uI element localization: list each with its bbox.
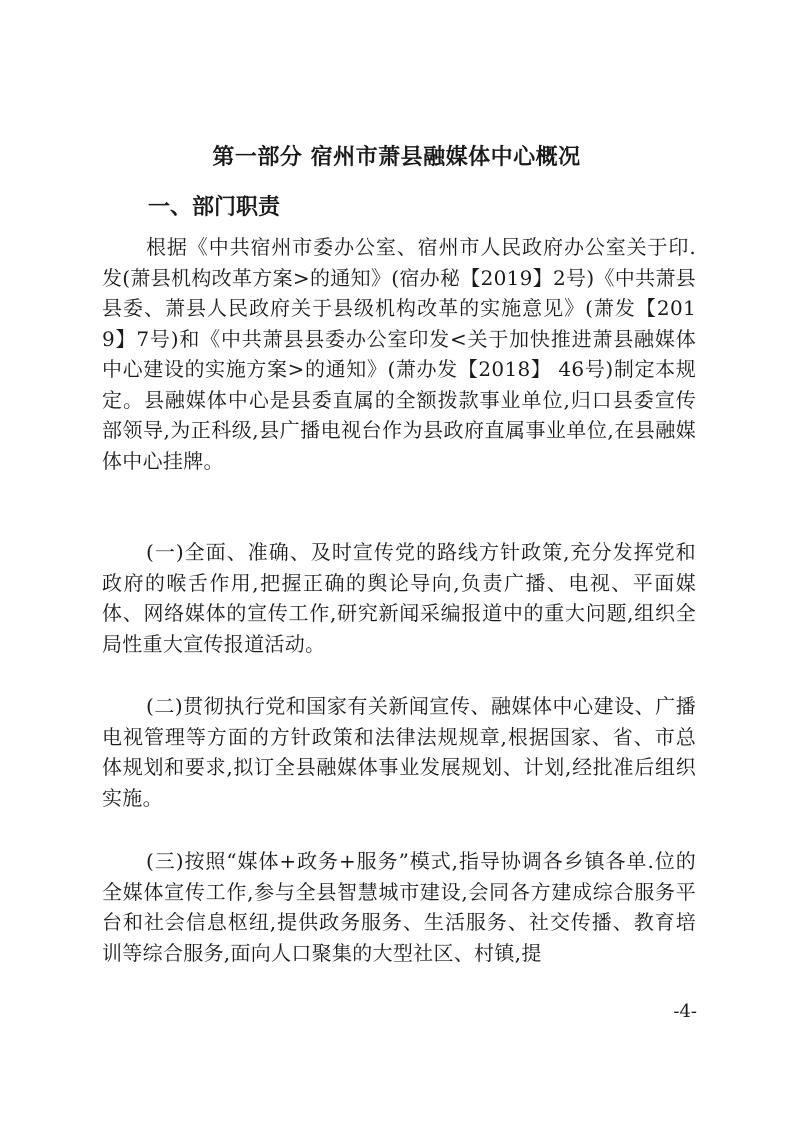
paragraph: 根据《中共宿州市委办公室、宿州市人民政府办公室关于印.发(萧县机构改革方案>的通知》(宿办秘【2019】2号)《中共萧县县委、萧县人民政府关于县级机构改革的实施意见》(萧发【2019】7号)和《中共萧县县委办公室印发<关于加快推进萧县融媒体中心建设的实施方案>的通知》(萧办发【2018】 46号)制定本规定。县融媒体中心是县委直属的全额拨款事业单位,归口县委宣传部领导,为正科级,县广播电视台作为县政府直属事业单位,在县融媒体中心挂牌。 — [102, 235, 696, 473]
page-title: 第一部分 宿州市萧县融媒体中心概况 — [212, 145, 581, 170]
section-heading: 一、部门职责 — [148, 195, 281, 220]
paragraph: (一)全面、准确、及时宣传党的路线方针政策,充分发挥党和政府的喉舌作用,把握正确的舆论导向,负责广播、电视、平面媒体、网络媒体的宣传工作,研究新闻采编报道中的重大问题,组织全局性重大宣传报道活动。 — [102, 540, 696, 656]
paragraph: (三)按照“媒体+政务+服务”模式,指导协调各乡镇各单.位的全媒体宣传工作,参与全县智慧城市建设,会同各方建成综合服务平台和社会信息枢纽,提供政务服务、生活服务、社交传播、教育培训等综合服务,面向人口聚集的大型社区、村镇,提 — [102, 849, 696, 965]
paragraph: (二)贯彻执行党和国家有关新闻宣传、融媒体中心建设、广播电视管理等方面的方针政策和法律法规规章,根据国家、省、市总体规划和要求,拟订全县融媒体事业发展规划、计划,经批准后组织实施。 — [102, 694, 696, 810]
page-number: -4- — [673, 1001, 697, 1022]
